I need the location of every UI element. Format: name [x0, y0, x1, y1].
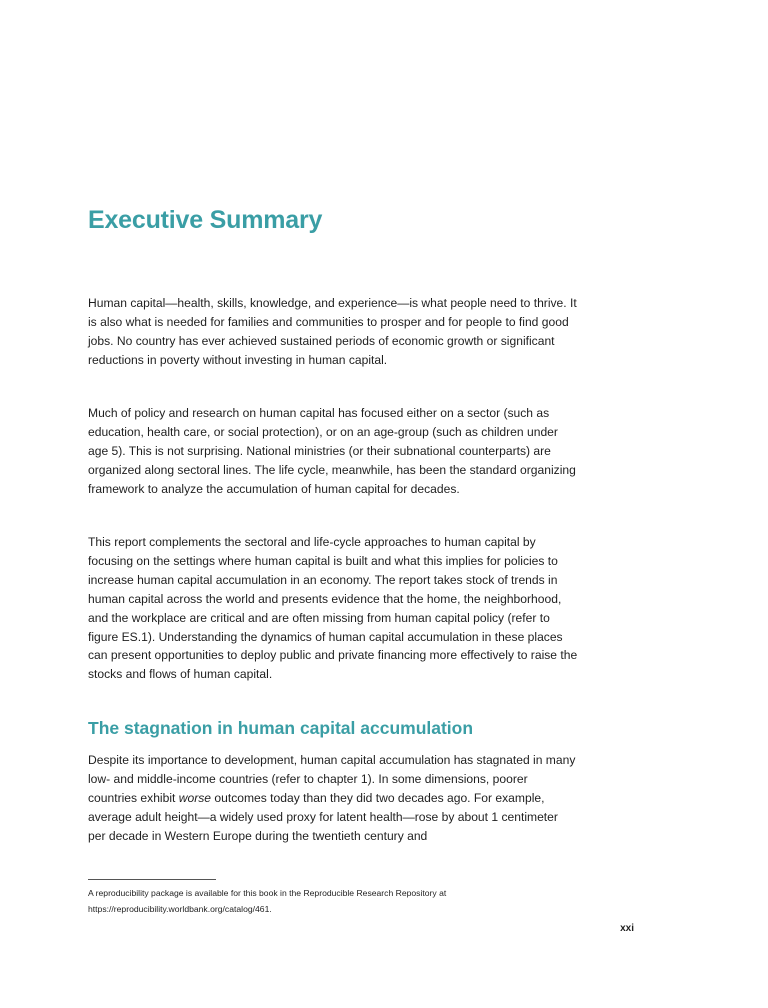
section-heading: The stagnation in human capital accumulation [88, 718, 474, 738]
intro-paragraph: Human capital—health, skills, knowledge, and experience—is what people need to thrive. It is also what is needed for families and communities to prosper and for people to find good jobs. No country has ever achieved sustained periods of economic growth or significant reductions in poverty without investing in human capital. [88, 296, 577, 367]
sector-lifecycle-paragraph: Much of policy and research on human capital has focused either on a sector (such as education, health care, or social protection), or on an age-group (such as children under age 5). This is not surprising. National ministries (or their subnational counterparts) are organized along sectoral lines. The life cycle, meanwhile, has been the standard organizing framework to analyze the accumulation of human capital for decades. [88, 406, 576, 496]
page-number: xxi [620, 923, 634, 934]
stagnation-text-start: Despite its importance to development, human capital accumulation has stagnated in many low- and middle-income countries (refer to chapter 1). In some dimensions, poorer countries exhibit [88, 753, 576, 805]
stagnation-paragraph [88, 751, 578, 846]
stagnation-text-end: outcomes today than they did two decades ago. For example, average adult height—a widely used proxy for latent health—rose by about 1 centimeter per decade in Western Europe during the twentieth century and [88, 790, 558, 843]
report-scope-paragraph: This report complements the sectoral and life-cycle approaches to human capital by focusing on the settings where human capital is built and what this implies for policies to increase human capital accumulation in an economy. The report takes stock of trends in human capital across the world and presents evidence that the home, the neighborhood, and the workplace are critical and are often missing from human capital policy (refer to figure ES.1). Understanding the dynamics of human capital accumulation in these places can present opportunities to deploy public and private financing more effectively to raise the stocks and flows of human capital. [88, 535, 578, 682]
page-title: Executive Summary [88, 206, 323, 234]
footnote: A reproducibility package is available for this book in the Reproducible Research Repository at https://reproducibility.worldbank.org/catalog/461. [88, 888, 447, 914]
footnote-divider [88, 879, 216, 880]
emphasis-word: worse [178, 790, 212, 805]
